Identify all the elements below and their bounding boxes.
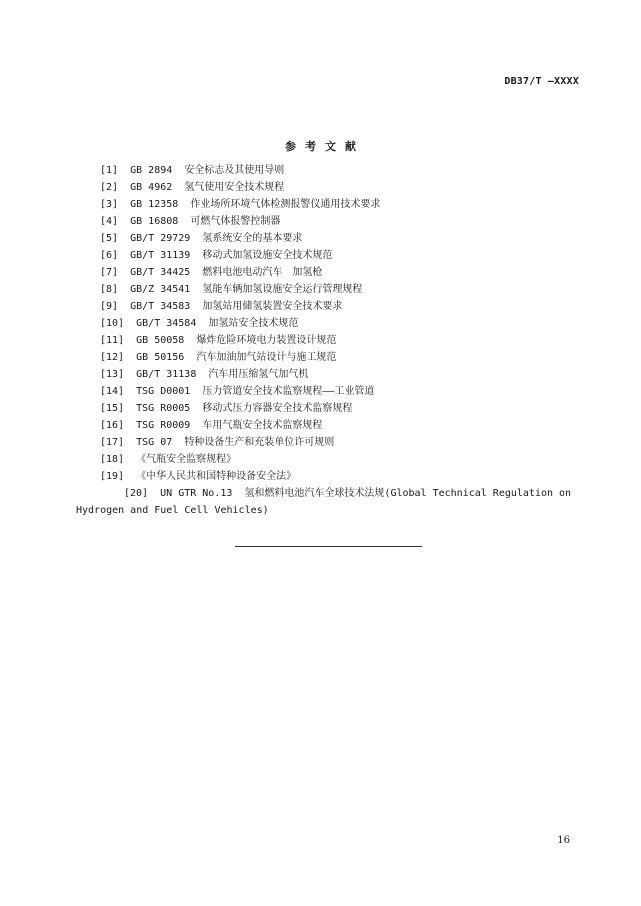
reference-item: [0, 451, 641, 468]
reference-item: [0, 400, 641, 417]
reference-title: 特种设备生产和充装单位许可规则: [184, 437, 335, 448]
reference-code: TSG R0009: [136, 420, 191, 431]
reference-item: [0, 230, 641, 247]
reference-title: 压力管道安全技术监察规程——工业管道: [202, 386, 375, 397]
reference-title: 《气瓶安全监察规程》: [136, 454, 237, 465]
reference-number: [13]: [100, 369, 125, 380]
reference-title: 作业场所环境气体检测报警仪通用技术要求: [190, 199, 381, 210]
reference-item: [0, 247, 641, 264]
reference-code: GB/T 34583: [130, 301, 191, 312]
reference-item: [0, 332, 641, 349]
reference-number: [20]: [124, 488, 149, 499]
reference-code: GB/T 34425: [130, 267, 191, 278]
reference-code: GB 50058: [136, 335, 185, 346]
reference-item: [0, 264, 641, 281]
reference-code: TSG 07: [136, 437, 173, 448]
reference-number: [17]: [100, 437, 125, 448]
reference-item: [0, 349, 641, 366]
reference-title: 移动式压力容器安全技术监察规程: [202, 403, 353, 414]
reference-number: [18]: [100, 454, 125, 465]
reference-code: GB 16808: [130, 216, 179, 227]
reference-code: GB/Z 34541: [130, 284, 191, 295]
reference-code: GB/T 29729: [130, 233, 191, 244]
reference-title: 爆炸危险环境电力装置设计规范: [196, 335, 337, 346]
reference-number: [12]: [100, 352, 125, 363]
reference-title: 氢和燃料电池汽车全球技术法规(Global Technical Regulation on Hydrogen and Fuel Cell Vehicles): [76, 488, 572, 516]
reference-code: GB/T 34584: [136, 318, 197, 329]
reference-item: [0, 383, 641, 400]
document-code: DB37/T —XXXX: [504, 76, 579, 87]
reference-item: [0, 298, 641, 315]
reference-title: 加氢站用储氢装置安全技术要求: [202, 301, 343, 312]
reference-item: [0, 179, 641, 196]
reference-item: [0, 213, 641, 230]
reference-title: 可燃气体报警控制器: [190, 216, 281, 227]
reference-number: [16]: [100, 420, 125, 431]
reference-title: 汽车加油加气站设计与施工规范: [196, 352, 337, 363]
reference-title: 《中华人民共和国特种设备安全法》: [136, 471, 297, 482]
reference-code: GB/T 31138: [136, 369, 197, 380]
reference-item: [0, 281, 641, 298]
reference-number: [4]: [100, 216, 119, 227]
reference-number: [19]: [100, 471, 125, 482]
reference-number: [3]: [100, 199, 119, 210]
reference-code: GB/T 31139: [130, 250, 191, 261]
page-title: 参考文献: [285, 140, 365, 153]
reference-title: 移动式加氢设施安全技术规范: [202, 250, 333, 261]
reference-item: [0, 485, 641, 519]
reference-code: GB 12358: [130, 199, 179, 210]
reference-title: 氢气使用安全技术规程: [184, 182, 285, 193]
reference-item: [0, 417, 641, 434]
reference-number: [10]: [100, 318, 125, 329]
reference-code: UN GTR No.13: [160, 488, 233, 499]
reference-code: TSG R0005: [136, 403, 191, 414]
reference-number: [7]: [100, 267, 119, 278]
reference-number: [14]: [100, 386, 125, 397]
reference-title: 汽车用压缩氢气加气机: [208, 369, 309, 380]
reference-title: 燃料电池电动汽车 加氢枪: [202, 267, 323, 278]
reference-title: 加氢站安全技术规范: [208, 318, 299, 329]
reference-number: [11]: [100, 335, 125, 346]
reference-code: GB 2894: [130, 165, 173, 176]
reference-item: [0, 468, 641, 485]
page-number: 16: [557, 835, 570, 846]
reference-title: 安全标志及其使用导则: [184, 165, 285, 176]
reference-item: [0, 434, 641, 451]
reference-number: [5]: [100, 233, 119, 244]
reference-code: GB 50156: [136, 352, 185, 363]
reference-title: 氢系统安全的基本要求: [202, 233, 303, 244]
reference-list: [0, 162, 641, 519]
reference-title: 车用气瓶安全技术监察规程: [202, 420, 323, 431]
reference-number: [6]: [100, 250, 119, 261]
reference-code: GB 4962: [130, 182, 173, 193]
reference-number: [2]: [100, 182, 119, 193]
reference-number: [15]: [100, 403, 125, 414]
reference-item: [0, 162, 641, 179]
reference-number: [8]: [100, 284, 119, 295]
reference-code: TSG D0001: [136, 386, 191, 397]
reference-item: [0, 366, 641, 383]
reference-number: [9]: [100, 301, 119, 312]
end-divider: [235, 546, 422, 547]
reference-item: [0, 196, 641, 213]
reference-title: 氢能车辆加氢设施安全运行管理规程: [202, 284, 363, 295]
reference-number: [1]: [100, 165, 119, 176]
reference-item: [0, 315, 641, 332]
